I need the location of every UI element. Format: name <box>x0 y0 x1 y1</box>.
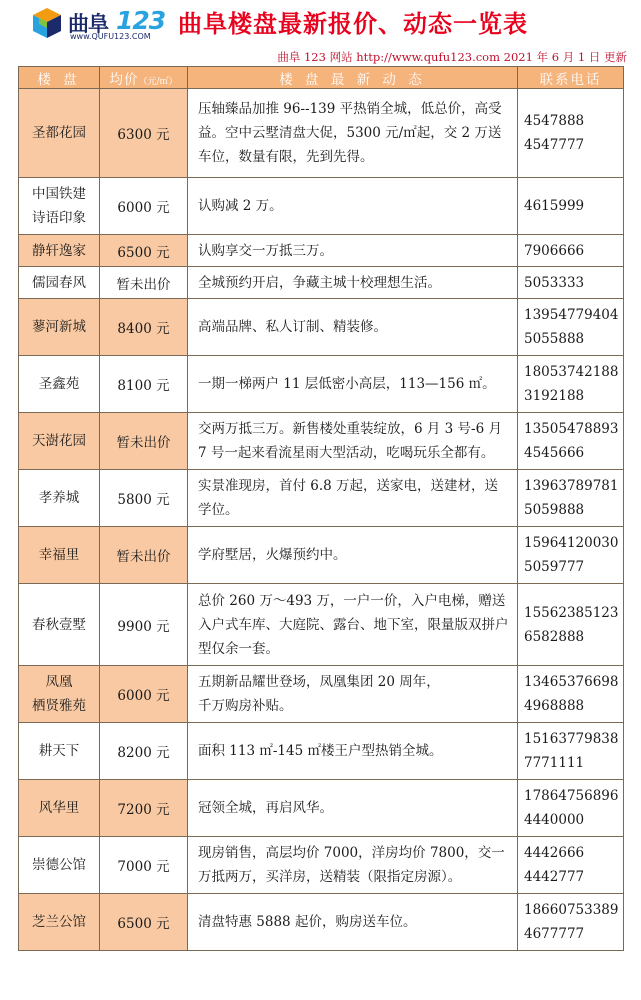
project-name: 儒园春风 <box>19 267 100 299</box>
phone-number[interactable]: 5059777 <box>524 559 585 575</box>
contact-phones <box>518 780 624 837</box>
phone-number[interactable]: 15163779838 <box>524 731 619 747</box>
phone-number[interactable]: 4968888 <box>524 698 585 714</box>
header-phone: 联系电话 <box>518 67 624 89</box>
phone-number[interactable]: 4615999 <box>524 198 585 214</box>
project-name: 崇德公馆 <box>19 837 100 894</box>
latest-news: 冠领全城，再启风华。 <box>188 780 518 837</box>
project-name: 圣鑫苑 <box>19 356 100 413</box>
project-name: 春秋壹墅 <box>19 584 100 666</box>
header-name: 楼 盘 <box>19 67 100 89</box>
logo-chinese-text: 曲阜 <box>68 12 108 36</box>
latest-news: 五期新品耀世登场，凤凰集团 20 周年， 千万购房补贴。 <box>188 666 518 723</box>
contact-phones <box>518 89 624 178</box>
listing-table <box>18 66 624 951</box>
contact-phones <box>518 299 624 356</box>
latest-news: 总价 260 万～493 万，一户一价，入户电梯，赠送入户式车库、大庭院、露台、地下室，限量版双拼户型仅余一套。 <box>188 584 518 666</box>
table-row <box>19 837 624 894</box>
latest-news: 高端品牌、私人订制、精装修。 <box>188 299 518 356</box>
table-row <box>19 723 624 780</box>
logo-url-text: www.QUFU123.COM <box>70 32 151 41</box>
contact-phones <box>518 470 624 527</box>
average-price: 6000 元 <box>100 666 188 723</box>
average-price: 8400 元 <box>100 299 188 356</box>
page-header <box>0 0 641 43</box>
phone-number[interactable]: 13954779404 <box>524 307 619 323</box>
average-price: 6500 元 <box>100 894 188 951</box>
latest-news: 全城预约开启，争藏主城十校理想生活。 <box>188 267 518 299</box>
phone-number[interactable]: 3192188 <box>524 388 585 404</box>
phone-number[interactable]: 13465376698 <box>524 674 619 690</box>
table-row <box>19 894 624 951</box>
table-body <box>19 89 624 951</box>
table-row <box>19 413 624 470</box>
table-row <box>19 178 624 235</box>
average-price: 6000 元 <box>100 178 188 235</box>
contact-phones <box>518 666 624 723</box>
phone-number[interactable]: 4547888 <box>524 113 585 129</box>
phone-number[interactable]: 13505478893 <box>524 421 619 437</box>
contact-phones <box>518 413 624 470</box>
table-row <box>19 356 624 413</box>
project-name: 风华里 <box>19 780 100 837</box>
header-price <box>100 67 188 89</box>
average-price: 7200 元 <box>100 780 188 837</box>
latest-news: 学府墅居，火爆预约中。 <box>188 527 518 584</box>
latest-news: 现房销售，高层均价 7000，洋房均价 7800，交一万抵两万，买洋房，送精装（限指定房源）。 <box>188 837 518 894</box>
header-news: 楼 盘 最 新 动 态 <box>188 67 518 89</box>
contact-phones <box>518 356 624 413</box>
header-price-unit: （元/㎡） <box>138 76 178 87</box>
header-price-label: 均价 <box>109 71 139 88</box>
contact-phones <box>518 267 624 299</box>
project-name: 天澍花园 <box>19 413 100 470</box>
project-name: 耕天下 <box>19 723 100 780</box>
phone-number[interactable]: 13963789781 <box>524 478 619 494</box>
phone-number[interactable]: 7771111 <box>524 755 585 771</box>
phone-number[interactable]: 7906666 <box>524 242 585 259</box>
project-name: 中国铁建 诗语印象 <box>19 178 100 235</box>
table-row <box>19 780 624 837</box>
average-price: 8100 元 <box>100 356 188 413</box>
table-row <box>19 527 624 584</box>
contact-phones <box>518 723 624 780</box>
logo-number-text: 123 <box>116 6 166 35</box>
phone-number[interactable]: 17864756896 <box>524 788 619 804</box>
latest-news: 一期一梯两户 11 层低密小高层，113—156 ㎡。 <box>188 356 518 413</box>
project-name: 蓼河新城 <box>19 299 100 356</box>
table-row <box>19 267 624 299</box>
page-title: 曲阜楼盘最新报价、动态一览表 <box>178 10 528 38</box>
project-name: 凤凰 栖贤雅苑 <box>19 666 100 723</box>
contact-phones <box>518 584 624 666</box>
phone-number[interactable]: 4547777 <box>524 137 585 153</box>
contact-phones <box>518 527 624 584</box>
phone-number[interactable]: 4545666 <box>524 445 585 461</box>
average-price: 9900 元 <box>100 584 188 666</box>
phone-number[interactable]: 4442666 <box>524 845 585 861</box>
contact-phones <box>518 235 624 267</box>
table-row <box>19 470 624 527</box>
phone-number[interactable]: 18660753389 <box>524 902 619 918</box>
source-and-date-line: 曲阜 123 网站 http://www.qufu123.com 2021 年 6 月 1 日 更新 <box>277 50 627 64</box>
average-price: 6500 元 <box>100 235 188 267</box>
table-row <box>19 235 624 267</box>
average-price: 6300 元 <box>100 89 188 178</box>
project-name: 静轩逸家 <box>19 235 100 267</box>
table-row <box>19 299 624 356</box>
table-row <box>19 584 624 666</box>
phone-number[interactable]: 5053333 <box>524 274 585 291</box>
latest-news: 认购享交一万抵三万。 <box>188 235 518 267</box>
average-price: 7000 元 <box>100 837 188 894</box>
phone-number[interactable]: 15562385123 <box>524 604 619 621</box>
phone-number[interactable]: 6582888 <box>524 628 585 645</box>
phone-number[interactable]: 4677777 <box>524 926 585 942</box>
latest-news: 实景准现房，首付 6.8 万起，送家电，送建材，送学位。 <box>188 470 518 527</box>
average-price: 暂未出价 <box>100 267 188 299</box>
site-logo[interactable] <box>30 6 170 40</box>
latest-news: 认购减 2 万。 <box>188 178 518 235</box>
table-row <box>19 666 624 723</box>
contact-phones <box>518 178 624 235</box>
phone-number[interactable]: 5059888 <box>524 502 585 518</box>
contact-phones <box>518 837 624 894</box>
phone-number[interactable]: 18053742188 <box>524 364 619 380</box>
average-price: 暂未出价 <box>100 527 188 584</box>
average-price: 5800 元 <box>100 470 188 527</box>
latest-news: 面积 113 ㎡-145 ㎡楼王户型热销全城。 <box>188 723 518 780</box>
latest-news: 清盘特惠 5888 起价，购房送车位。 <box>188 894 518 951</box>
average-price: 暂未出价 <box>100 413 188 470</box>
table-header-row <box>19 67 624 89</box>
phone-number[interactable]: 15964120030 <box>524 535 619 551</box>
table-row <box>19 89 624 178</box>
latest-news: 交两万抵三万。新售楼处重装绽放，6 月 3 号-6 月 7 号一起来看流星雨大型活动，吃喝玩乐全都有。 <box>188 413 518 470</box>
phone-number[interactable]: 5055888 <box>524 331 585 347</box>
project-name: 孝养城 <box>19 470 100 527</box>
average-price: 8200 元 <box>100 723 188 780</box>
latest-news: 压轴臻品加推 96--139 平热销全城，低总价，高受益。空中云墅清盘大促，5300 元/㎡起，交 2 万送车位，数量有限，先到先得。 <box>188 89 518 178</box>
cube-logo-icon <box>30 6 64 40</box>
phone-number[interactable]: 4442777 <box>524 869 585 885</box>
phone-number[interactable]: 4440000 <box>524 812 585 828</box>
project-name: 芝兰公馆 <box>19 894 100 951</box>
project-name: 幸福里 <box>19 527 100 584</box>
contact-phones <box>518 894 624 951</box>
project-name: 圣都花园 <box>19 89 100 178</box>
